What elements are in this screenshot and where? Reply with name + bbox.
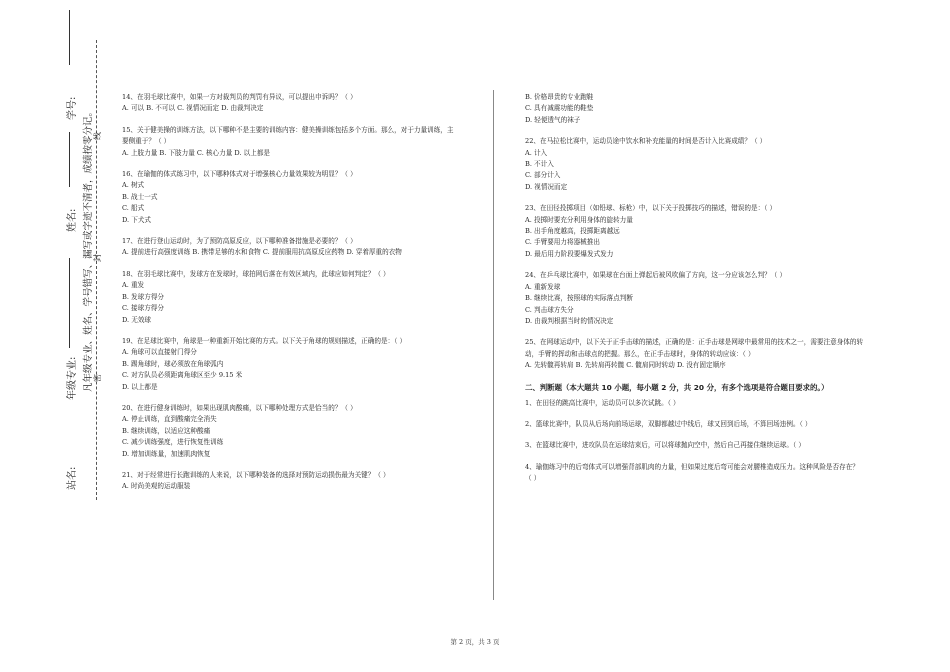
binding-warning: 凡年级专业、姓名、学号错写、漏写或字迹不清者，成绩按零分记。: [83, 106, 94, 392]
seal-char-mi: 密: [93, 374, 102, 382]
grade-blank: [69, 258, 70, 348]
option: C. 船式: [122, 204, 145, 213]
column-divider: [493, 90, 494, 600]
question-21-continued: [525, 92, 865, 126]
question-options: A. 上肢力量 B. 下肢力量 C. 核心力量 D. 以上都是: [122, 148, 271, 157]
option: A. 重发: [122, 281, 145, 290]
question-20: [122, 403, 460, 460]
option: A. 停止训练，直到酸痛完全消失: [122, 415, 217, 424]
left-column: [122, 92, 460, 503]
question-stem: 21、对于经常进行长跑训练的人来说，以下哪种装备的选择对预防运动损伤最为关键？（ ）: [122, 470, 390, 479]
option: D. 由裁判根据当时的情况决定: [525, 316, 614, 325]
question-stem: 19、在足球比赛中，角球是一种重新开始比赛的方式。以下关于角球的规则描述，正确的是：（ ）: [122, 336, 407, 345]
option: B. 战士一式: [122, 192, 158, 201]
option: A. 树式: [122, 181, 145, 190]
option: C. 减少训练强度，进行恢复性训练: [122, 438, 224, 447]
option: A. 投掷时要充分利用身体的旋转力量: [525, 215, 633, 224]
question-21: [122, 470, 460, 493]
option: C. 具有减震功能的鞋垫: [525, 104, 594, 113]
option: B. 继续训练，以适应这种酸痛: [122, 426, 211, 435]
question-23: [525, 203, 865, 260]
option: A. 计入: [525, 148, 548, 157]
seal-char-feng: 封: [93, 254, 102, 262]
question-stem: 20、在进行健身训练时，如果出现肌肉酸痛，以下哪种处理方式是恰当的？（ ）: [122, 403, 357, 412]
option: C. 部分计入: [525, 171, 561, 180]
option: A. 角球可以直接射门得分: [122, 348, 197, 357]
section-title-judgement: 二、判断题（本大题共 10 小题，每小题 2 分，共 20 分，有多个选项是符合题目要求的。）: [525, 382, 829, 392]
question-15: [122, 125, 460, 159]
option: D. 最后用力阶段要爆发式发力: [525, 249, 614, 258]
question-24: [525, 270, 865, 327]
student-id-label: 学号:: [67, 96, 78, 120]
question-stem: 24、在乒乓球比赛中，如果球在台面上弹起后被风吹偏了方向，这一分应该怎么判？（ ）: [525, 271, 787, 280]
question-options: A. 先转髋再转肩 B. 先转肩再转髋 C. 髋肩同时转动 D. 没有固定顺序: [525, 361, 726, 370]
option: D. 以上都是: [122, 382, 158, 391]
option: A. 时尚美观的运动服装: [122, 482, 191, 491]
question-stem: 23、在田径投掷项目（如铅球、标枪）中，以下关于投掷技巧的描述，错误的是：（ ）: [525, 204, 777, 213]
question-stem: 15、关于健美操的训练方法，以下哪种不是主要的训练内容：健美操训练包括多个方面。那么，对于力量训练，主要侧重于？（ ）: [122, 125, 454, 146]
page-footer: 第 2 页，共 3 页: [450, 638, 500, 646]
option: B. 价格昂贵的专业跑鞋: [525, 93, 594, 101]
option: C. 判击球方失分: [525, 305, 574, 314]
option: C. 对方队员必须距离角球区至少 9.15 米: [122, 371, 243, 380]
judgement-2: [525, 419, 865, 430]
question-25: [525, 337, 865, 371]
option: B. 踢角球时，球必须放在角球弧内: [122, 359, 224, 368]
dashed-binding-line: [96, 40, 97, 500]
binding-strip: [0, 0, 110, 672]
option: D. 视情况而定: [525, 182, 568, 191]
grade-label: 年级专业:: [67, 356, 78, 400]
question-18: [122, 269, 460, 326]
question-stem: 4、瑜伽练习中的后弯体式可以增强背部肌肉的力量，但如果过度后弯可能会对腰椎造成压力。这种风险是否存在？（ ）: [525, 462, 859, 483]
question-19: [122, 336, 460, 393]
question-stem: 16、在瑜伽的体式练习中，以下哪种体式对于增强核心力量效果较为明显？（ ）: [122, 170, 357, 179]
judgement-4: [525, 462, 865, 485]
seal-char-xian: 线: [93, 132, 102, 140]
question-16: [122, 169, 460, 226]
question-options: A. 可以 B. 不可以 C. 视情况而定 D. 由裁判决定: [122, 104, 264, 113]
judgement-3: [525, 440, 865, 451]
question-14: [122, 92, 460, 115]
name-label: 姓名:: [67, 208, 78, 232]
question-stem: 17、在进行登山运动时，为了预防高原反应，以下哪种准备措施是必要的？（ ）: [122, 237, 357, 246]
option: B. 出手角度越高，投掷距离越远: [525, 227, 620, 236]
option: D. 下犬式: [122, 215, 152, 224]
option: D. 增加训练量，加速肌肉恢复: [122, 449, 211, 458]
question-22: [525, 136, 865, 193]
question-stem: 14、在羽毛球比赛中，如果一方对裁判员的判罚有异议，可以提出申诉吗？（ ）: [122, 93, 357, 101]
option: C. 接球方得分: [122, 304, 164, 313]
option: D. 轻便透气的袜子: [525, 115, 581, 124]
school-label: 站名:: [67, 466, 78, 490]
question-stem: 22、在马拉松比赛中，运动员途中饮水和补充能量的时间是否计入比赛成绩？（ ）: [525, 137, 767, 146]
option: B. 继续比赛，按照球的实际落点判断: [525, 294, 633, 303]
question-stem: 18、在羽毛球比赛中，发球方在发球时，球拍网后落在有效区域内，此球应如何判定？（ ）: [122, 269, 390, 278]
question-stem: 2、篮球比赛中，队员从后场向前场运球，双脚都越过中线后，球又回到后场，不算回场违例。（ ）: [525, 419, 812, 428]
question-stem: 25、在网球运动中，以下关于正手击球的描述，正确的是：正手击球是网球中最常用的技术之一，需要注意身体的转动，手臂的挥动和击球点的把握。那么，在正手击球时，身体的转动应该：（ ）: [525, 338, 864, 358]
option: A. 重新发球: [525, 282, 561, 291]
student-id-blank: [69, 10, 70, 65]
name-blank: [69, 132, 70, 187]
judgement-1: [525, 398, 865, 409]
option: C. 手臂要用力将器械推出: [525, 238, 600, 247]
right-column: [525, 92, 865, 495]
question-17: [122, 236, 460, 259]
option: B. 不计入: [525, 160, 554, 169]
option: B. 发球方得分: [122, 292, 165, 301]
question-stem: 1、在田径的跳高比赛中，运动员可以多次试跳。（ ）: [525, 398, 680, 407]
question-stem: 3、在篮球比赛中，进攻队员在运球结束后，可以将球抛向空中，然后自己再接住继续运球。（ ）: [525, 441, 805, 450]
question-options: A. 提前进行高强度训练 B. 携带足够的水和食物 C. 提前服用抗高原反应药物 D. 穿着厚重的衣物: [122, 248, 402, 257]
option: D. 无效球: [122, 315, 152, 324]
